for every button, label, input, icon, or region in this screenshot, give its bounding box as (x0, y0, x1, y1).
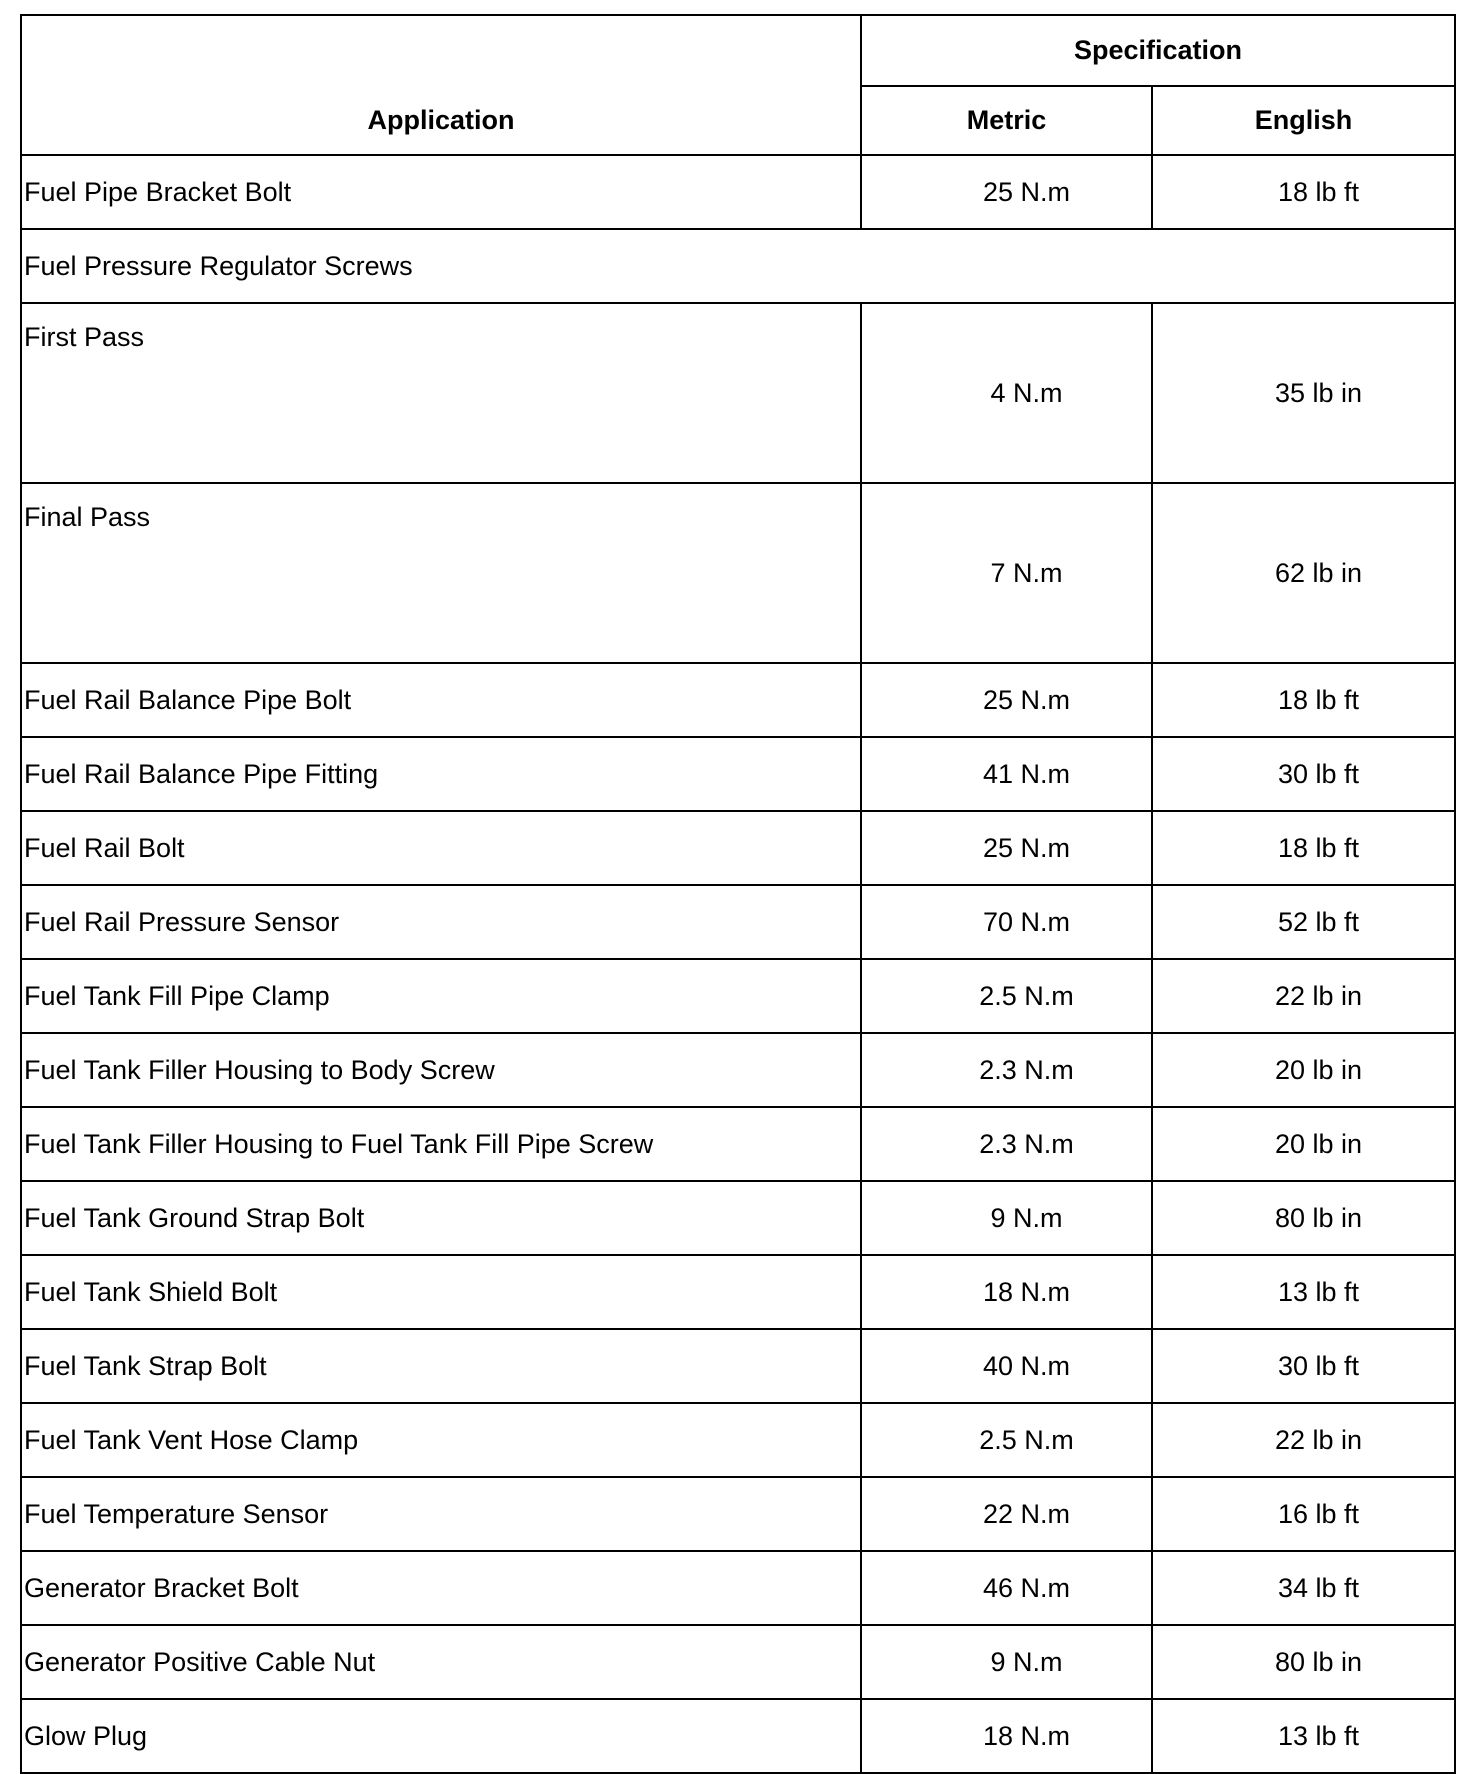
table-row (21, 1033, 1455, 1107)
english-cell: 22 lb in (1152, 1403, 1455, 1477)
english-cell: 62 lb in (1152, 483, 1455, 663)
section-cell: Fuel Pressure Regulator Screws (21, 229, 1455, 303)
application-cell: Fuel Tank Vent Hose Clamp (21, 1403, 861, 1477)
metric-cell: 9 N.m (861, 1625, 1152, 1699)
english-cell: 80 lb in (1152, 1625, 1455, 1699)
metric-cell: 2.5 N.m (861, 959, 1152, 1033)
english-cell: 52 lb ft (1152, 885, 1455, 959)
english-cell: 13 lb ft (1152, 1699, 1455, 1773)
metric-cell: 2.3 N.m (861, 1033, 1152, 1107)
english-header: English (1152, 86, 1455, 155)
specification-header: Specification (861, 15, 1455, 86)
english-cell: 13 lb ft (1152, 1255, 1455, 1329)
metric-cell: 2.5 N.m (861, 1403, 1152, 1477)
application-cell: Final Pass (21, 483, 861, 663)
english-cell: 18 lb ft (1152, 663, 1455, 737)
english-cell: 18 lb ft (1152, 811, 1455, 885)
table-row (21, 303, 1455, 483)
application-header: Application (21, 15, 861, 155)
english-cell: 20 lb in (1152, 1107, 1455, 1181)
english-cell: 35 lb in (1152, 303, 1455, 483)
table-row (21, 1477, 1455, 1551)
metric-cell: 25 N.m (861, 811, 1152, 885)
metric-cell: 25 N.m (861, 155, 1152, 229)
application-cell: Fuel Pipe Bracket Bolt (21, 155, 861, 229)
metric-cell: 22 N.m (861, 1477, 1152, 1551)
table-row (21, 155, 1455, 229)
metric-cell: 4 N.m (861, 303, 1152, 483)
application-cell: Fuel Tank Strap Bolt (21, 1329, 861, 1403)
metric-cell: 70 N.m (861, 885, 1152, 959)
english-cell: 80 lb in (1152, 1181, 1455, 1255)
table-row (21, 663, 1455, 737)
application-cell: Fuel Tank Ground Strap Bolt (21, 1181, 861, 1255)
table-row (21, 885, 1455, 959)
table-row (21, 737, 1455, 811)
metric-header: Metric (861, 86, 1152, 155)
metric-cell: 46 N.m (861, 1551, 1152, 1625)
english-cell: 20 lb in (1152, 1033, 1455, 1107)
application-cell: Fuel Tank Filler Housing to Fuel Tank Fill Pipe Screw (21, 1107, 861, 1181)
table-row (21, 1625, 1455, 1699)
application-cell: Generator Bracket Bolt (21, 1551, 861, 1625)
table-row (21, 483, 1455, 663)
application-cell: Fuel Rail Balance Pipe Fitting (21, 737, 861, 811)
table-row (21, 1329, 1455, 1403)
metric-cell: 25 N.m (861, 663, 1152, 737)
application-cell: Generator Positive Cable Nut (21, 1625, 861, 1699)
table-row (21, 1551, 1455, 1625)
application-cell: Fuel Rail Bolt (21, 811, 861, 885)
application-cell: Fuel Rail Pressure Sensor (21, 885, 861, 959)
table-row (21, 1699, 1455, 1773)
english-cell: 30 lb ft (1152, 1329, 1455, 1403)
english-cell: 22 lb in (1152, 959, 1455, 1033)
table-header-row (21, 15, 1455, 86)
metric-cell: 7 N.m (861, 483, 1152, 663)
table-row (21, 1255, 1455, 1329)
metric-cell: 41 N.m (861, 737, 1152, 811)
metric-cell: 40 N.m (861, 1329, 1152, 1403)
section-row (21, 229, 1455, 303)
english-cell: 16 lb ft (1152, 1477, 1455, 1551)
application-cell: Fuel Rail Balance Pipe Bolt (21, 663, 861, 737)
table-row (21, 959, 1455, 1033)
metric-cell: 18 N.m (861, 1255, 1152, 1329)
table-row (21, 1107, 1455, 1181)
application-cell: First Pass (21, 303, 861, 483)
metric-cell: 2.3 N.m (861, 1107, 1152, 1181)
application-cell: Glow Plug (21, 1699, 861, 1773)
table-row (21, 1181, 1455, 1255)
application-cell: Fuel Tank Filler Housing to Body Screw (21, 1033, 861, 1107)
table-row (21, 811, 1455, 885)
metric-cell: 18 N.m (861, 1699, 1152, 1773)
metric-cell: 9 N.m (861, 1181, 1152, 1255)
torque-spec-table (20, 14, 1456, 1774)
english-cell: 18 lb ft (1152, 155, 1455, 229)
application-cell: Fuel Tank Fill Pipe Clamp (21, 959, 861, 1033)
table-row (21, 1403, 1455, 1477)
english-cell: 30 lb ft (1152, 737, 1455, 811)
application-cell: Fuel Temperature Sensor (21, 1477, 861, 1551)
application-cell: Fuel Tank Shield Bolt (21, 1255, 861, 1329)
english-cell: 34 lb ft (1152, 1551, 1455, 1625)
